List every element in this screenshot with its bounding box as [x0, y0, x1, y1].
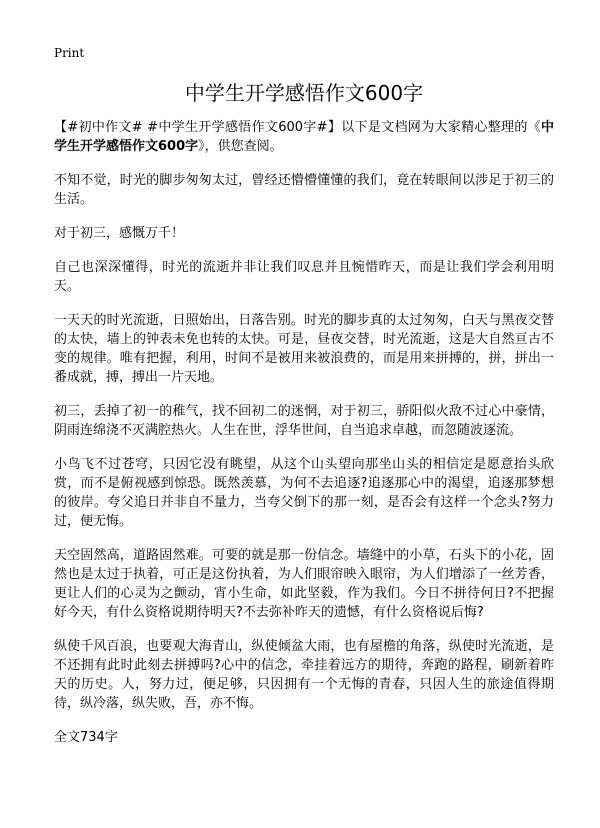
print-link[interactable]: Print [54, 46, 85, 60]
intro-lead: 以下是文档网为大家精心整理的《 [341, 120, 541, 135]
body-paragraph: 对于初三，感慨万千！ [54, 226, 185, 241]
word-count: 全文734字 [54, 730, 118, 745]
intro-tag: 【#初中作文# #中学生开学感悟作文600字#】 [54, 120, 342, 135]
intro-paragraph [54, 118, 554, 156]
body-paragraph: 不知不觉，时光的脚步匆匆太过，曾经还懵懵懂懂的我们，竟在转眼间以涉足于初三的生活。 [54, 173, 554, 207]
body-paragraph: 小鸟飞不过苍穹，只因它没有眺望，从这个山头望向那坐山头的相信定是愿意抬头欣赏，而不是俯视感到惊恐。既然羡慕，为何不去追逐?追逐那心中的渴望，追逐那梦想的彼岸。夸父追日并非自不量力，当夸父倒下的那一刻，是否会有这样一个念头?努力过，便无悔。 [54, 457, 554, 529]
article-body [54, 118, 554, 747]
body-paragraph: 自己也深深懂得，时光的流逝并非让我们叹息并且惋惜昨天，而是让我们学会利用明天。 [54, 260, 554, 294]
body-paragraph: 纵使千风百浪，也要观大海青山，纵使倾盆大雨，也有屋檐的角落，纵使时光流逝，是不还拥有此时此刻去拼搏吗?心中的信念，牵挂着远方的期待，奔跑的路程，刷新着昨天的历史。人，努力过，便足够，只因拥有一个无悔的青春，只因人生的旅途值得期待，纵冷落，纵失败，吾，亦不悔。 [54, 639, 554, 711]
body-paragraph: 一天天的时光流逝，日照始出，日落告别。时光的脚步真的太过匆匆，白天与黑夜交替的太快，墙上的钟表未免也转的太快。可是，昼夜交替，时光流逝，这是大自然亘古不变的规律。唯有把握，利用，时间不是被用来被浪费的，而是用来拼搏的，拼，拼出一番成就，搏，搏出一片天地。 [54, 313, 554, 385]
page-title: 中学生开学感悟作文600字 [184, 81, 424, 105]
body-paragraph: 天空固然高，道路固然难。可要的就是那一份信念。墙缝中的小草，石头下的小花，固然也是太过于执着，可正是这份执着，为人们眼帘映入眼帘，为人们增添了一丝芳香，更让人们的心灵为之颤动，宵小生命，如此坚毅，作为我们。今日不拼待何日?不把握好今天，有什么资格说期待明天?不去弥补昨天的遗憾，有什么资格说后悔? [54, 548, 554, 620]
intro-bold-title: 中学生开学感悟作文600字 [54, 120, 554, 154]
intro-tail: 》，供您查阅。 [198, 139, 283, 154]
body-paragraph: 初三，丢掉了初一的稚气，找不回初二的迷惘，对于初三，骄阳似火敌不过心中豪情，阴雨连绵浇不灭满腔热火。人生在世，浮华世间，自当追求卓越，而忽随波逐流。 [54, 404, 554, 438]
